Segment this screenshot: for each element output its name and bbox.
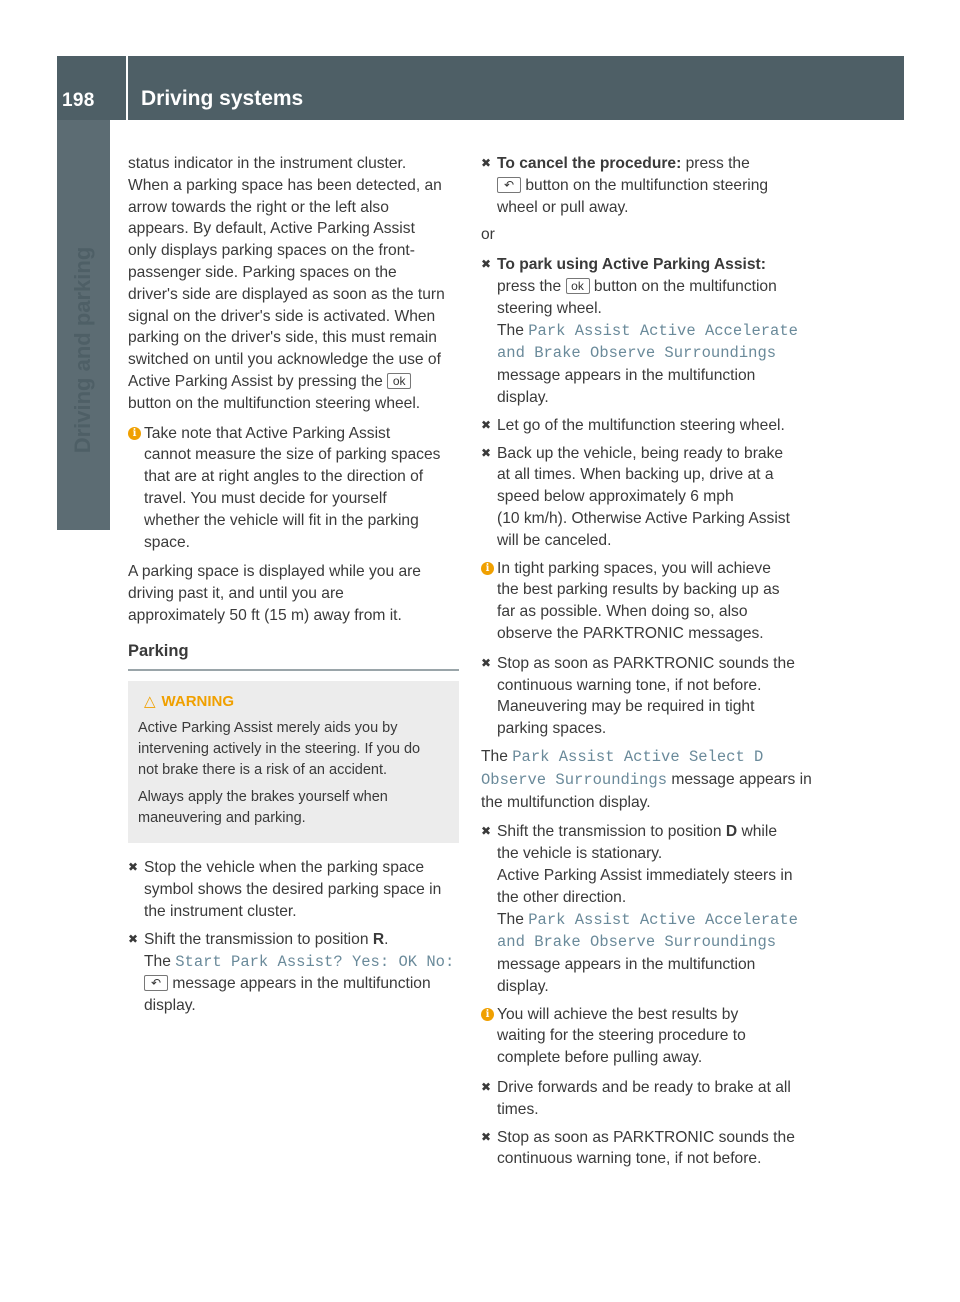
text-line: button on the multifunction steering wheel. [128,394,421,412]
text-line: the instrument cluster. [144,902,297,920]
display-message: Start Park Assist? Yes: OK No: [175,952,455,971]
text-line: signal on the driver's side is activated. When [128,307,436,325]
text-line: space. [144,533,190,551]
page-number: 198 [62,90,95,111]
text-line: In tight parking spaces, you will achieve [497,559,771,577]
text-line: Take note that Active Parking Assist [144,424,391,442]
text-line: Shift the transmission to position [497,823,722,841]
text-line: driving past it, and until you are [128,585,344,603]
text-line: Stop as soon as PARKTRONIC sounds the [497,654,795,672]
text-line: symbol shows the desired parking space in [144,881,442,899]
text-line: Active Parking Assist by pressing the [128,372,383,390]
step-arrow-icon: ✖ [481,156,492,170]
text-line: steering wheel. [497,299,602,317]
text-line: continuous warning tone, if not before. [497,1150,762,1168]
subheading-parking: Parking [128,641,459,671]
text-line: cannot measure the size of parking spaces [144,446,441,464]
step-item [481,254,813,409]
warning-paragraph [138,787,449,829]
step-arrow-icon: ✖ [481,1129,492,1144]
display-message: Park Assist Active Accelerate [528,321,798,340]
step-item: ✖ Shift the transmission to position R. The Start Park Assist? Yes: OK No: ↶ message appears in the multifunction display. [128,930,455,1015]
header-divider [126,56,128,120]
text-line: intervening actively in the steering. If you do [138,741,421,758]
text-line: message appears in [671,770,812,788]
text-line: whether the vehicle will fit in the parking [144,511,419,529]
paragraph [481,746,813,813]
text-line: status indicator in the instrument cluster. [128,155,407,172]
step-item [481,415,813,437]
text-line: while [741,823,777,841]
section-title: Driving systems [141,87,304,110]
step-arrow-icon: ✖ [481,655,492,670]
text-line: only displays parking spaces on the front- [128,242,415,260]
side-tab-label: Driving and parking [70,246,96,454]
text-line: speed below approximately 6 mph [497,488,734,506]
text-line: message appears in the multifunction [497,367,756,385]
warning-box [128,681,459,844]
text-line: approximately 50 ft (15 m) away from it. [128,606,402,624]
step-item [128,857,459,922]
info-note [481,558,813,645]
text-line: message appears in the multifunction [497,956,756,974]
text-line: that are at right angles to the direction of [144,468,424,486]
text-line: the multifunction display. [481,793,651,811]
step-heading: To park using Active Parking Assist: [497,256,766,274]
text-line: display. [144,997,196,1015]
paragraph [128,561,459,626]
step-item [481,1127,813,1171]
step-arrow-icon: ✖ [481,257,492,272]
step-item [481,1077,813,1121]
ok-key-icon: ok [387,373,411,389]
text-line: continuous warning tone, if not before. [497,676,762,694]
text-line: arrow towards the right or the left also [128,198,389,216]
text-line: the other direction. [497,888,627,906]
warning-paragraph [138,718,449,781]
display-message: Observe Surroundings [481,770,668,789]
text-line: driver's side are displayed as soon as the turn [128,285,445,303]
text-line: button on the multifunction steering [525,176,769,194]
text-line: The [497,910,524,928]
text-line: Always apply the brakes yourself when [138,789,388,806]
text-line: parking on the driver's side, this must remain [128,329,437,347]
text-line: (10 km/h). Otherwise Active Parking Assist [497,509,790,527]
warning-label: WARNING [161,692,235,710]
info-icon: i [128,427,141,440]
text-line: When a parking space has been detected, an [128,176,442,194]
text-line: observe the PARKTRONIC messages. [497,624,764,642]
text-line: The [497,321,524,339]
text-line: A parking space is displayed while you are [128,563,421,581]
display-message: Park Assist Active Accelerate [528,910,798,929]
step-arrow-icon: ✖ [481,824,492,839]
info-icon: i [481,1008,494,1021]
step-heading: To cancel the procedure: [497,155,682,172]
text-line: press the [497,277,562,295]
text-line: You will achieve the best results by [497,1005,739,1023]
or-text: or [481,226,495,244]
text-line: parking spaces. [497,720,607,738]
text-line: complete before pulling away. [497,1049,703,1067]
step-arrow-icon: ✖ [481,445,492,460]
display-message: and Brake Observe Surroundings [497,344,777,363]
text-line: the vehicle is stationary. [497,845,663,863]
step-item [481,443,813,552]
text-line: Maneuvering may be required in tight [497,698,755,716]
text-line: maneuvering and parking. [138,810,306,827]
text-line: Let go of the multifunction steering wheel. [497,416,785,434]
step-item [481,153,813,218]
step-item [481,653,813,740]
text-line: press the [685,155,750,172]
warning-title [138,691,449,713]
text-line: message appears in the multifunction [172,975,431,993]
text-line: Back up the vehicle, being ready to brake [497,444,784,462]
side-tab-block [57,465,110,530]
info-icon: i [481,562,494,575]
right-column [481,153,813,1176]
step-arrow-icon: ✖ [128,931,139,946]
text-line: the best parking results by backing up as [497,581,780,599]
text-line: The [481,747,508,765]
text-line: travel. You must decide for yourself [144,489,387,507]
info-note [481,1004,813,1069]
text-line: Shift the transmission to position [144,930,369,948]
display-message: and Brake Observe Surroundings [497,933,777,952]
step-arrow-icon: ✖ [481,417,492,432]
text-line: will be canceled. [497,531,612,549]
text-line: not brake there is a risk of an accident. [138,762,388,779]
text-line: waiting for the steering procedure to [497,1027,746,1045]
text-line: appears. By default, Active Parking Assist [128,220,415,238]
ok-key-icon: ok [566,278,590,294]
text-line: switched on until you acknowledge the use of [128,351,441,369]
warning-triangle-icon: △ [144,692,156,710]
text-line: Stop the vehicle when the parking space [144,859,425,877]
text-line: wheel or pull away. [497,198,629,216]
display-message: Park Assist Active Select D [512,747,764,766]
text-line: at all times. When backing up, drive at a [497,466,774,484]
text-line: Drive forwards and be ready to brake at all [497,1079,791,1097]
back-key-icon: ↶ [144,975,168,991]
step-item [481,821,813,997]
text-line: passenger side. Parking spaces on the [128,263,397,281]
gear-position: D [725,823,738,841]
step-arrow-icon: ✖ [128,860,139,875]
intro-paragraph [128,153,459,415]
back-key-icon: ↶ [497,177,521,193]
text-line: Stop as soon as PARKTRONIC sounds the [497,1128,795,1146]
info-note [128,423,459,554]
left-column [128,153,459,1023]
step-arrow-icon: ✖ [481,1080,492,1095]
gear-position: R [372,930,385,948]
text-line: button on the multifunction [593,277,777,295]
text-line: Active Parking Assist merely aids you by [138,720,398,737]
text-line: times. [497,1100,539,1118]
text-line: display. [497,388,549,406]
text-line: display. [497,977,549,995]
text-line: Active Parking Assist immediately steers in [497,866,793,884]
text-line: far as possible. When doing so, also [497,603,748,621]
text-line: The [144,952,171,970]
